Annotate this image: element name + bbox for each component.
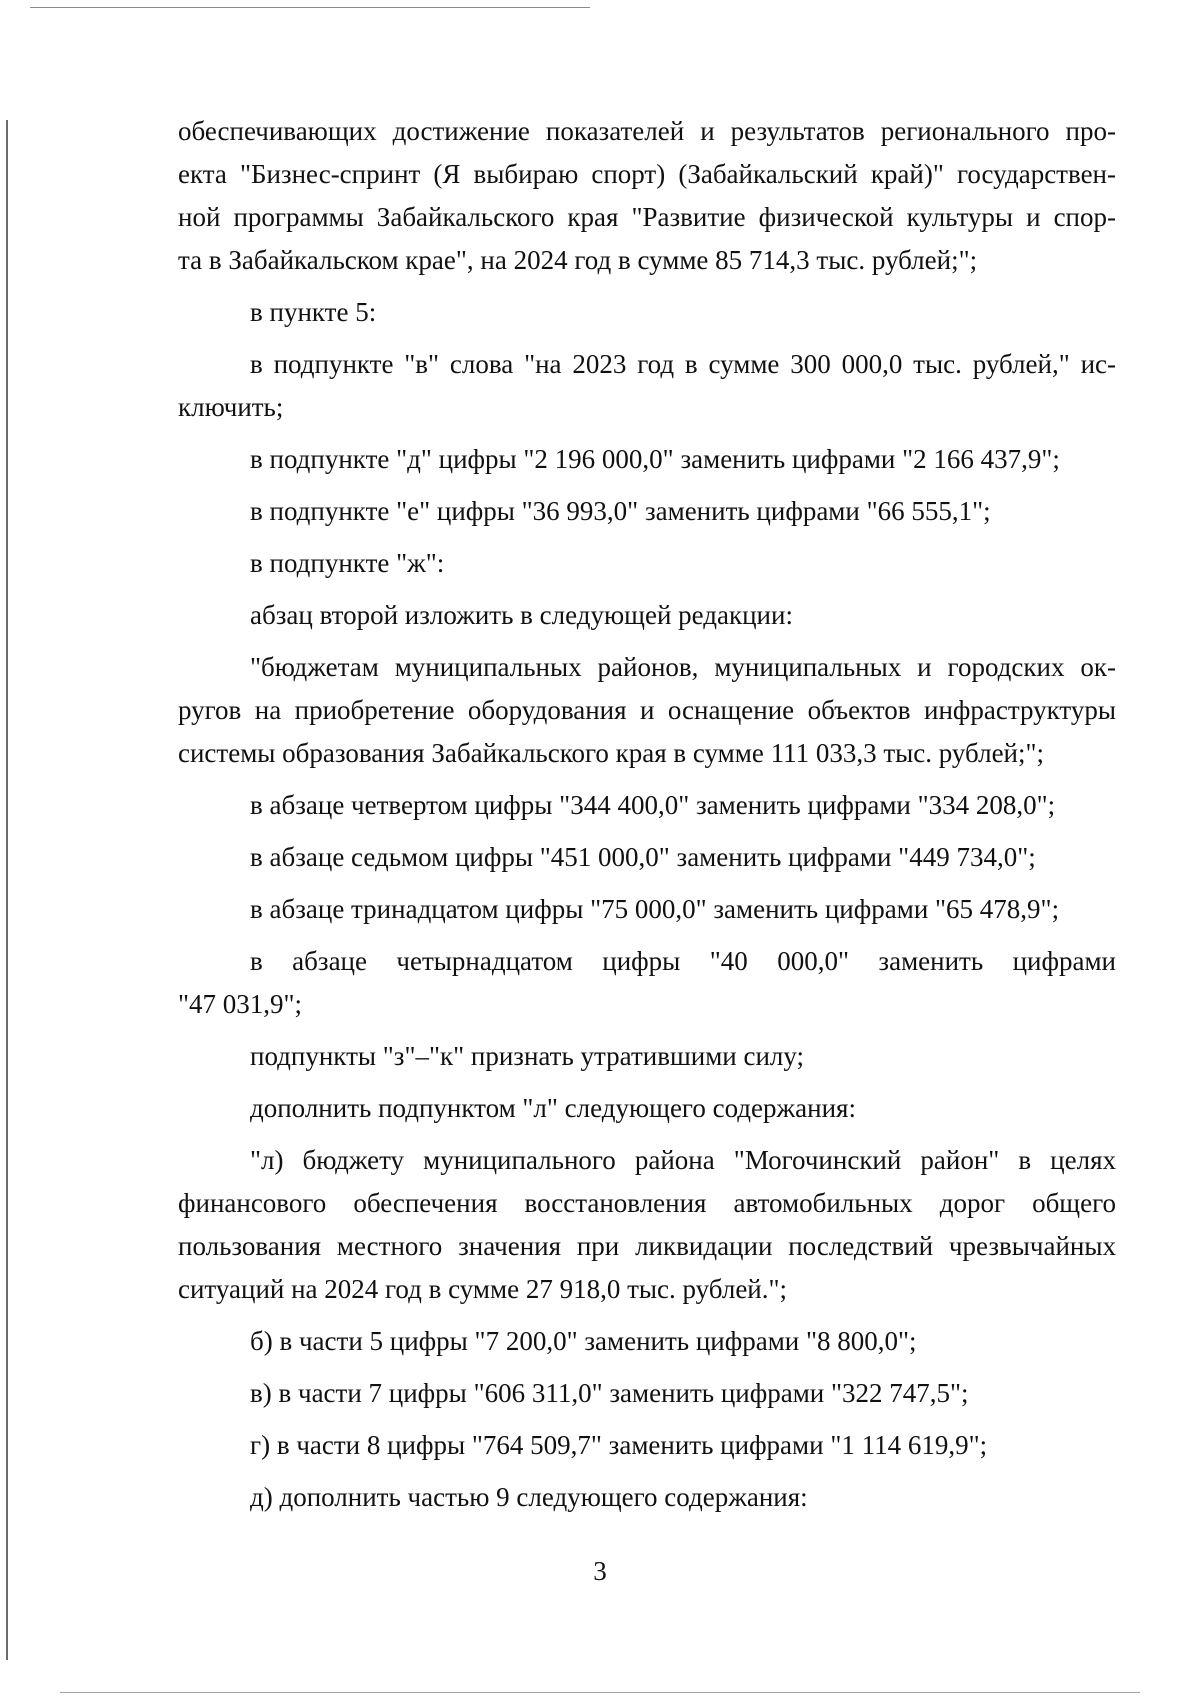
text-line: в подпункте "е" цифры "36 993,0" заменить цифрами "66 555,1"; (250, 496, 991, 526)
text-line: г) в части 8 цифры "764 509,7" заменить цифрами "1 114 619,9"; (250, 1430, 988, 1460)
text-line: ной программы Забайкальского края "Развитие физической культуры и спор- (178, 202, 1116, 232)
page-number: 3 (593, 1556, 607, 1586)
text-line: та в Забайкальском крае", на 2024 год в сумме 85 714,3 тыс. рублей;"; (178, 245, 978, 275)
text-line: в абзаце четырнадцатом цифры "40 000,0" заменить цифрами (250, 946, 1116, 976)
text-line: ситуаций на 2024 год в сумме 27 918,0 тыс. рублей."; (178, 1274, 788, 1304)
text-line: ругов на приобретение оборудования и оснащение объектов инфраструктуры (178, 695, 1116, 725)
scan-edge-bottom (60, 1692, 1140, 1693)
scan-edge-left (6, 120, 8, 1660)
text-line: в пункте 5: (250, 297, 377, 327)
text-line: абзац второй изложить в следующей редакции: (250, 600, 793, 630)
document-body (178, 110, 1116, 1519)
text-line: дополнить подпунктом "л" следующего содержания: (250, 1093, 856, 1123)
text-line: финансового обеспечения восстановления автомобильных дорог общего (178, 1188, 1116, 1218)
text-line: в подпункте "в" слова "на 2023 год в сумме 300 000,0 тыс. рублей," ис- (250, 349, 1116, 379)
text-line: б) в части 5 цифры "7 200,0" заменить цифрами "8 800,0"; (250, 1326, 917, 1356)
text-line: обеспечивающих достижение показателей и результатов регионального про- (178, 116, 1116, 146)
text-line: ключить; (178, 392, 284, 422)
text-line: екта "Бизнес-спринт (Я выбираю спорт) (Забайкальский край)" государствен- (178, 159, 1116, 189)
text-line: системы образования Забайкальского края в сумме 111 033,3 тыс. рублей;"; (178, 738, 1045, 768)
text-line: в подпункте "д" цифры "2 196 000,0" заменить цифрами "2 166 437,9"; (250, 444, 1060, 474)
text-line: в абзаце четвертом цифры "344 400,0" заменить цифрами "334 208,0"; (250, 790, 1056, 820)
text-line: "л) бюджету муниципального района "Могочинский район" в целях (250, 1145, 1116, 1175)
text-line: "бюджетам муниципальных районов, муниципальных и городских ок- (250, 652, 1116, 682)
text-line: в абзаце седьмом цифры "451 000,0" заменить цифрами "449 734,0"; (250, 842, 1036, 872)
text-line: в абзаце тринадцатом цифры "75 000,0" заменить цифрами "65 478,9"; (250, 894, 1060, 924)
text-line: пользования местного значения при ликвидации последствий чрезвычайных (178, 1231, 1116, 1261)
text-line: подпункты "з"–"к" признать утратившими силу; (250, 1041, 805, 1071)
text-line: д) дополнить частью 9 следующего содержания: (250, 1482, 808, 1512)
scan-edge-top (30, 7, 590, 8)
text-line: в подпункте "ж": (250, 548, 445, 578)
text-line: "47 031,9"; (178, 989, 303, 1019)
text-line: в) в части 7 цифры "606 311,0" заменить цифрами "322 747,5"; (250, 1378, 969, 1408)
